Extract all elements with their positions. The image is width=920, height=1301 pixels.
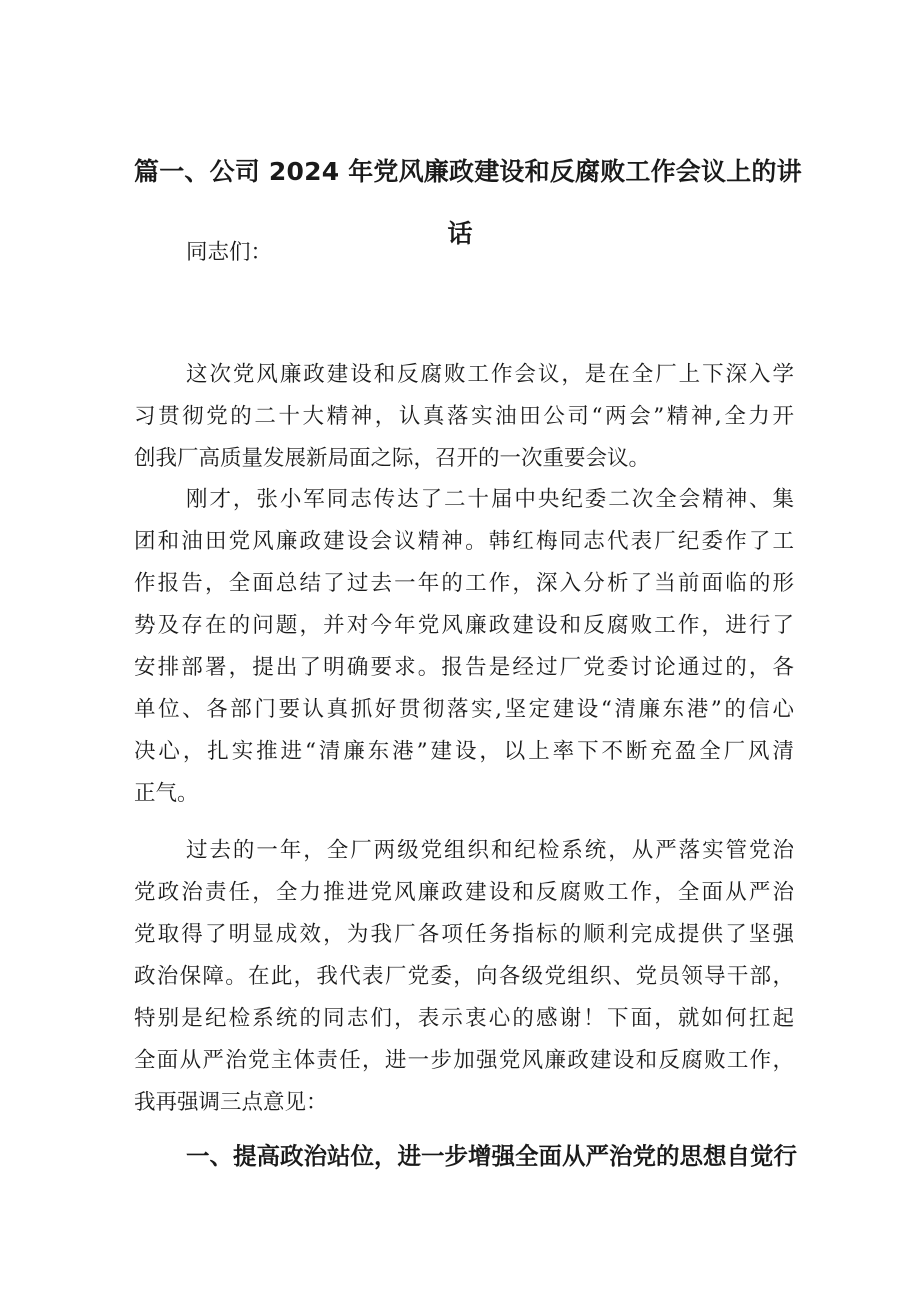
paragraph-line: 这次党风廉政建设和反腐败工作会议，是在全厂上下深入学	[186, 362, 794, 387]
paragraph-line: 政治保障。在此，我代表厂党委，向各级党组织、党员领导干部，	[134, 964, 794, 989]
paragraph-line: 过去的一年，全厂两级党组织和纪检系统，从严落实管党治	[186, 838, 794, 863]
paragraph-line: 特别是纪检系统的同志们，表示衷心的感谢！下面，就如何扛起	[134, 1006, 794, 1031]
paragraph-2	[134, 479, 794, 815]
salutation: 同志们：	[186, 240, 273, 265]
section-heading: 一、提高政治站位，进一步增强全面从严治党的思想自觉行	[186, 1142, 797, 1170]
paragraph-line: 我再强调三点意见：	[134, 1090, 328, 1115]
paragraph-line: 作报告，全面总结了过去一年的工作，深入分析了当前面临的形	[134, 571, 794, 596]
paragraph-line: 单位、各部门要认真抓好贯彻落实,坚定建设“清廉东港”的信心	[134, 697, 794, 722]
paragraph-line: 全面从严治党主体责任，进一步加强党风廉政建设和反腐败工作，	[134, 1048, 794, 1073]
paragraph-line: 创我厂高质量发展新局面之际，召开的一次重要会议。	[134, 446, 651, 471]
document-title-continuation: 话	[447, 219, 473, 248]
paragraph-line: 团和油田党风廉政建设会议精神。韩红梅同志代表厂纪委作了工	[134, 529, 794, 554]
salutation-block	[134, 232, 794, 274]
paragraph-3	[134, 830, 794, 1124]
paragraph-line: 势及存在的问题，并对今年党风廉政建设和反腐败工作，进行了	[134, 613, 794, 638]
paragraph-line: 正气。	[134, 781, 199, 806]
paragraph-line: 党政治责任，全力推进党风廉政建设和反腐败工作，全面从严治	[134, 880, 794, 905]
paragraph-line: 安排部署，提出了明确要求。报告是经过厂党委讨论通过的，各	[134, 655, 794, 680]
paragraph-1	[134, 354, 794, 480]
paragraph-line: 习贯彻党的二十大精神，认真落实油田公司“两会”精神,全力开	[134, 404, 794, 429]
paragraph-line: 刚才，张小军同志传达了二十届中央纪委二次全会精神、集	[186, 487, 794, 512]
paragraph-line: 决心，扎实推进“清廉东港”建设，以上率下不断充盈全厂风清	[134, 739, 794, 764]
paragraph-line: 党取得了明显成效，为我厂各项任务指标的顺利完成提供了坚强	[134, 922, 794, 947]
document-title: 篇一、公司 2024 年党风廉政建设和反腐败工作会议上的讲	[134, 157, 802, 186]
